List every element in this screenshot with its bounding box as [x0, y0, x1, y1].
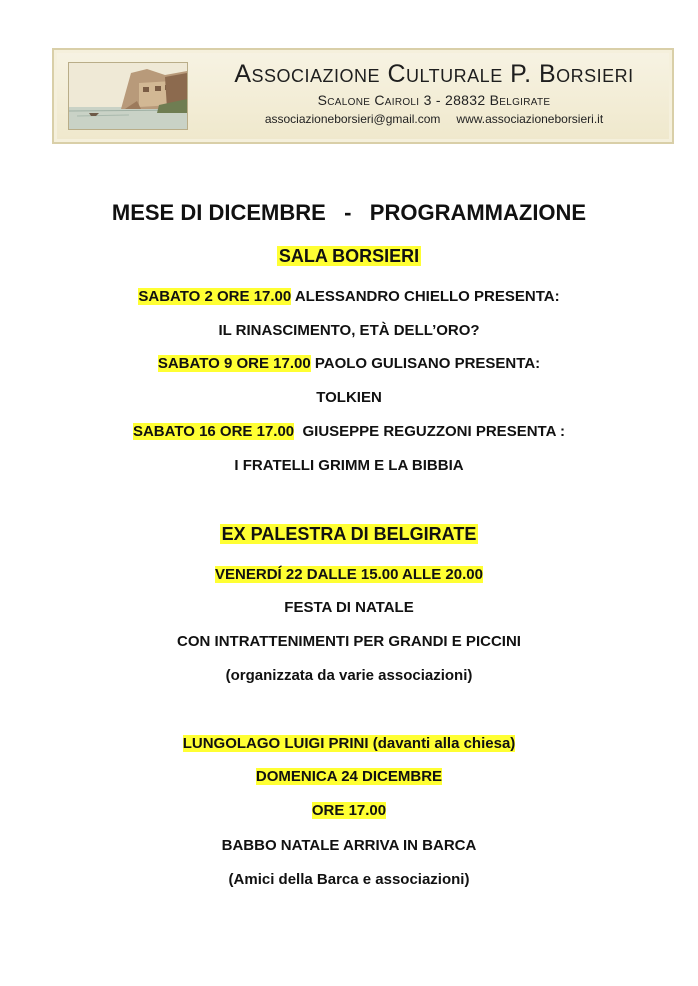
event-3-date: SABATO 16 ORE 17.00	[132, 423, 295, 440]
palestra-date: VENERDÍ 22 DALLE 15.00 ALLE 20.00	[215, 566, 483, 583]
event-3-header	[0, 423, 698, 440]
event-1-header	[0, 288, 698, 305]
palestra-line-1: FESTA DI NATALE	[284, 599, 414, 616]
lungolago-date: DOMENICA 24 DICEMBRE	[255, 768, 443, 785]
association-email[interactable]: associazioneborsieri@gmail.com	[264, 112, 441, 126]
lungolago-time: ORE 17.00	[311, 802, 387, 819]
lungolago-line-1: BABBO NATALE ARRIVA IN BARCA	[221, 837, 477, 854]
venue-sala-borsieri: SALA BORSIERI	[278, 246, 420, 266]
palestra-line-3: (organizzata da varie associazioni)	[225, 667, 473, 684]
palestra-line-2: CON INTRATTENIMENTI PER GRANDI E PICCINI	[177, 633, 521, 650]
venue-ex-palestra: EX PALESTRA DI BELGIRATE	[221, 524, 477, 544]
event-3-presenter: GIUSEPPE REGUZZONI PRESENTA :	[294, 423, 566, 440]
association-website[interactable]: www.associazioneborsieri.it	[456, 112, 604, 126]
letterhead	[52, 48, 674, 144]
venue-lungolago: LUNGOLAGO LUIGI PRINI (davanti alla chiesa)	[182, 735, 516, 752]
letterhead-text	[204, 58, 664, 128]
association-name: Associazione Culturale P. Borsieri	[234, 60, 634, 88]
event-2-topic: TOLKIEN	[316, 389, 382, 406]
event-1-topic: IL RINASCIMENTO, ETÀ DELL’ORO?	[218, 322, 480, 339]
event-1-date: SABATO 2 ORE 17.00	[138, 288, 292, 305]
page-title: MESE DI DICEMBRE - PROGRAMMAZIONE	[111, 200, 587, 225]
event-2-date: SABATO 9 ORE 17.00	[157, 355, 311, 372]
association-address: Scalone Cairoli 3 - 28832 Belgirate	[317, 92, 551, 108]
lake-painting-image	[68, 62, 188, 130]
lungolago-line-2: (Amici della Barca e associazioni)	[228, 871, 470, 888]
event-1-presenter: ALESSANDRO CHIELLO PRESENTA:	[291, 288, 560, 305]
event-3-topic: I FRATELLI GRIMM E LA BIBBIA	[234, 457, 464, 474]
event-2-presenter: PAOLO GULISANO PRESENTA:	[310, 355, 541, 372]
event-2-header	[0, 355, 698, 372]
association-contacts	[204, 110, 664, 128]
